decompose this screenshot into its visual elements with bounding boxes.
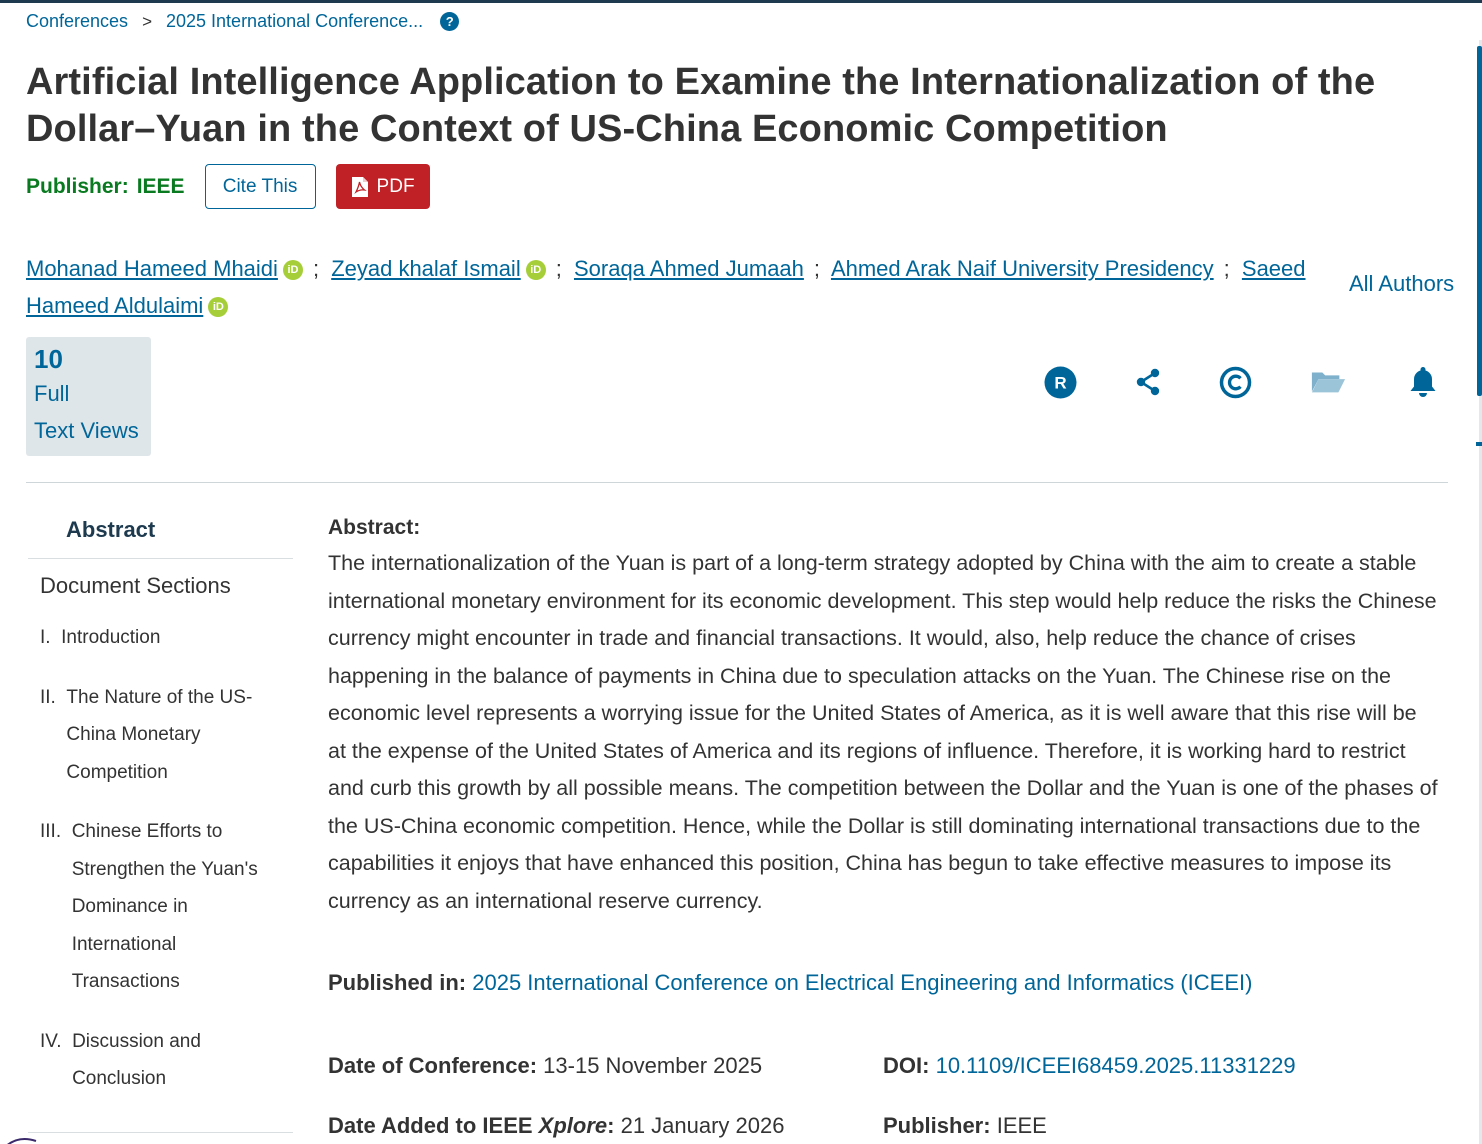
section-number: II. <box>40 686 56 708</box>
folder-icon[interactable] <box>1310 364 1346 400</box>
all-authors-link[interactable]: All Authors <box>1349 271 1455 296</box>
author-link-5[interactable]: Saeed Hameed Aldulaimi <box>26 256 1306 318</box>
published-in <box>328 970 1252 996</box>
sidebar-section-efforts[interactable] <box>28 813 293 1001</box>
breadcrumb-separator: > <box>142 11 152 31</box>
abstract-heading: Abstract: <box>328 516 421 539</box>
author-list <box>26 250 1326 324</box>
share-icon[interactable] <box>1130 364 1166 400</box>
copyright-icon[interactable] <box>1217 364 1253 400</box>
rights-r-icon[interactable] <box>1042 364 1078 400</box>
help-icon[interactable]: ? <box>440 12 459 31</box>
doi-link[interactable]: 10.1109/ICEEI68459.2025.11331229 <box>935 1053 1296 1078</box>
breadcrumb <box>26 11 459 32</box>
orcid-icon[interactable]: iD <box>283 260 303 280</box>
sidebar-section-discussion[interactable] <box>28 1023 293 1098</box>
rights-badge-letter: R <box>1053 373 1067 392</box>
sidebar-section-nature[interactable] <box>28 679 293 792</box>
bell-icon[interactable] <box>1405 364 1441 400</box>
section-title: The Nature of the US-China Monetary Competition <box>66 686 253 783</box>
date-of-conference <box>328 1053 762 1079</box>
date-added-label <box>328 1113 614 1138</box>
metric-count: 10 <box>34 344 63 374</box>
orcid-icon[interactable]: iD <box>526 260 546 280</box>
author-link-3[interactable]: Soraqa Ahmed Jumaah <box>573 256 804 281</box>
date-added-label-pre: Date Added to IEEE <box>328 1113 539 1138</box>
section-title: Introduction <box>61 627 161 648</box>
date-added-label-xplore: Xplore <box>538 1113 608 1138</box>
full-text-views-metric[interactable] <box>26 337 151 456</box>
document-sections-heading: Document Sections <box>40 573 231 598</box>
publisher-row <box>26 164 430 209</box>
sidebar-section-introduction[interactable] <box>28 619 293 657</box>
top-border <box>0 0 1482 3</box>
scrollbar-marker <box>1476 442 1482 446</box>
publisher-label <box>26 175 185 199</box>
published-in-label: Published in: <box>328 970 467 995</box>
scrollbar-thumb[interactable] <box>1477 46 1482 396</box>
section-title: Chinese Efforts to Strengthen the Yuan's Dominance in International Transactions <box>71 821 258 992</box>
author-link-1[interactable]: Mohanad Hameed Mhaidi <box>26 256 278 281</box>
breadcrumb-conferences[interactable]: Conferences <box>26 11 129 31</box>
section-number: III. <box>40 821 62 842</box>
publisher-detail-label: Publisher: <box>883 1113 991 1138</box>
date-added-label-post: : <box>607 1113 615 1138</box>
section-number: I. <box>40 627 51 648</box>
author-link-2[interactable]: Zeyad khalaf Ismail <box>331 256 521 281</box>
breadcrumb-conference[interactable]: 2025 International Conference... <box>166 11 424 31</box>
publisher-detail-value: IEEE <box>996 1113 1047 1138</box>
page-scrollbar[interactable] <box>1470 40 1482 1144</box>
document-sections-sidebar <box>28 500 293 1098</box>
doi <box>883 1053 1296 1079</box>
sidebar-divider <box>28 1132 293 1133</box>
publisher-detail <box>883 1113 1047 1139</box>
metric-label-line2: Text Views <box>34 418 139 443</box>
pdf-label: PDF <box>376 175 415 197</box>
pdf-file-icon <box>351 176 369 198</box>
publisher-label-text: Publisher: <box>26 174 129 198</box>
publisher-value: IEEE <box>136 174 185 198</box>
annotation-pen-icon <box>0 1134 40 1144</box>
author-separator: ; <box>1223 256 1230 281</box>
author-link-4[interactable]: Ahmed Arak Naif University Presidency <box>830 256 1214 281</box>
doi-label: DOI: <box>883 1053 930 1078</box>
date-of-conference-label: Date of Conference: <box>328 1053 538 1078</box>
author-separator: ; <box>312 256 320 281</box>
section-title: Discussion and Conclusion <box>72 1030 201 1089</box>
section-number: IV. <box>40 1030 62 1052</box>
published-in-link[interactable]: 2025 International Conference on Electrical Engineering and Informatics (ICEEI) <box>472 970 1253 995</box>
cite-this-button[interactable]: Cite This <box>205 164 316 209</box>
author-separator: ; <box>555 256 562 281</box>
date-added-value: 21 January 2026 <box>620 1113 785 1138</box>
metric-label-line1: Full <box>34 381 70 406</box>
sidebar-abstract-link[interactable]: Abstract <box>28 500 293 559</box>
author-separator: ; <box>813 256 821 281</box>
document-actions <box>1040 364 1450 400</box>
pdf-button[interactable] <box>336 164 430 209</box>
abstract-text: The internationalization of the Yuan is part of a long-term strategy adopted by China with the aim to create a stable international monetary environment for its economic development. This step would help reduce the risks the Chinese currency might encounter in trade and financial transactions. It would, also, help reduce the chance of crises happening in the balance of payments in China due to speculation attacks on the Yuan. The Chinese rise on the economic level represents a worrying issue for the United States of America, as it is well aware that this rise will be at the expense of the United States of America and its regions of influence. Therefore, it is working hard to restrict and curb this growth by all possible means. The competition between the Dollar and the Yuan is one of the phases of the US-China economic competition. Hence, while the Dollar is still dominating international transactions due to the capabilities it enjoys that have enhanced this position, China has begun to take effective measures to impose its currency as an international reserve currency. <box>328 551 1438 913</box>
header-divider <box>26 482 1448 483</box>
page-title: Artificial Intelligence Application to Examine the Internationalization of the Dollar–Yuan in the Context of US-China Economic Competition <box>26 61 1376 150</box>
date-of-conference-value: 13-15 November 2025 <box>543 1053 763 1078</box>
date-added <box>328 1113 784 1139</box>
orcid-icon[interactable]: iD <box>208 297 228 317</box>
